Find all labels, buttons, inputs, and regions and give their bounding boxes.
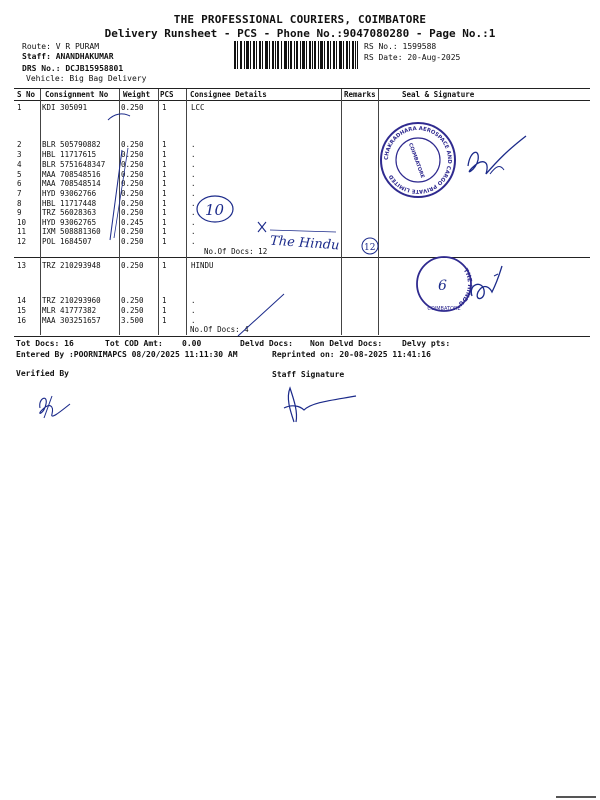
staff-signature-label: Staff Signature [272, 370, 345, 379]
tick-marks [100, 110, 170, 250]
row-sno: 3 [17, 150, 22, 159]
svg-text:CHAKRADHARA AEROSPACE AND CARG: CHAKRADHARA AEROSPACE AND CARGO PRIVATE LIMITED [383, 125, 453, 195]
row-sno: 14 [17, 296, 27, 305]
non-delivered-docs-label: Non Delvd Docs: [310, 339, 383, 348]
row-weight: 0.245 [121, 218, 144, 227]
runsheet-subtitle: Delivery Runsheet - PCS - Phone No.:9047080280 - Page No.:1 [104, 27, 496, 40]
row-consignment: MAA 708548514 [42, 179, 101, 188]
vehicle-label: Vehicle: Big Bag Delivery [26, 74, 147, 83]
row-weight: 0.250 [121, 199, 144, 208]
col-header-sno: S No [17, 90, 36, 99]
col-header-seal: Seal & Signature [402, 90, 475, 99]
row-consignee: . [191, 218, 196, 227]
col-divider [341, 89, 342, 335]
row-pcs: 1 [162, 227, 167, 236]
row-consignee: . [191, 227, 196, 236]
row-pcs: 1 [162, 316, 167, 325]
row-consignment: POL 1684507 [42, 237, 92, 246]
entered-by: Entered By :POORNIMAPCS 08/20/2025 11:11:30 AM [16, 350, 238, 359]
barcode-image [234, 41, 358, 69]
row-pcs: 1 [162, 296, 167, 305]
row-weight: 0.250 [121, 189, 144, 198]
staff-label: Staff: ANANDHAKUMAR [22, 52, 114, 61]
row-consignment: MLR 41777382 [42, 306, 97, 315]
row-sno: 12 [17, 237, 27, 246]
row-weight: 0.250 [121, 170, 144, 179]
row-consignment: HYD 93062766 [42, 189, 97, 198]
verified-by-signature [32, 388, 80, 424]
row-sno: 13 [17, 261, 27, 270]
drs-number: DRS No.: DCJB15958801 [22, 64, 124, 73]
row-sno: 4 [17, 160, 22, 169]
row-consignee: . [191, 306, 196, 315]
row-sno: 9 [17, 208, 22, 217]
group-doc-count: No.Of Docs: 4 [190, 325, 249, 334]
row-weight: 3.500 [121, 316, 144, 325]
rs-date: RS Date: 20-Aug-2025 [364, 53, 461, 62]
company-seal-stamp [378, 120, 458, 200]
row-consignment: KDI 305091 [42, 103, 88, 112]
rs-number: RS No.: 1599588 [364, 42, 437, 51]
row-consignment: HBL 11717448 [42, 199, 97, 208]
row-pcs: 1 [162, 218, 167, 227]
col-header-pcs: PCS [160, 90, 174, 99]
delivery-points-label: Delvy pts: [402, 339, 451, 348]
col-header-consignee: Consignee Details [190, 90, 267, 99]
row-pcs: 1 [162, 237, 167, 246]
receiver-signature-2 [462, 262, 522, 310]
row-consignment: TRZ 210293948 [42, 261, 101, 270]
row-weight: 0.250 [121, 227, 144, 236]
row-consignee: . [191, 170, 196, 179]
row-consignee: . [191, 189, 196, 198]
row-consignee: . [191, 237, 196, 246]
row-pcs: 1 [162, 261, 167, 270]
row-sno: 2 [17, 140, 22, 149]
handwritten-count-10 [193, 192, 237, 226]
row-consignee: . [191, 150, 196, 159]
row-pcs: 1 [162, 160, 167, 169]
route-label: Route: V R PURAM [22, 42, 100, 51]
row-consignment: MAA 708548516 [42, 170, 101, 179]
row-consignee: . [191, 199, 196, 208]
row-consignee: . [191, 296, 196, 305]
table-bottom-rule [14, 336, 590, 337]
row-pcs: 1 [162, 179, 167, 188]
row-consignment: MAA 303251657 [42, 316, 101, 325]
svg-text:COIMBATORE: COIMBATORE [406, 142, 426, 180]
row-consignment: HYD 93062765 [42, 218, 97, 227]
row-consignment: TRZ 56028363 [42, 208, 97, 217]
row-weight: 0.250 [121, 306, 144, 315]
row-consignee: LCC [191, 103, 205, 112]
row-weight: 0.250 [121, 140, 144, 149]
row-weight: 0.250 [121, 261, 144, 270]
col-header-remarks: Remarks [344, 90, 376, 99]
col-divider [40, 89, 41, 335]
row-consignee: . [191, 179, 196, 188]
total-cod-label: Tot COD Amt: [105, 339, 163, 348]
row-sno: 7 [17, 189, 22, 198]
row-sno: 6 [17, 179, 22, 188]
row-pcs: 1 [162, 189, 167, 198]
row-consignment: HBL 11717615 [42, 150, 97, 159]
scan-edge-mark [556, 794, 596, 800]
row-weight: 0.250 [121, 237, 144, 246]
total-cod-value: 0.00 [182, 339, 202, 348]
handwritten-count-12 [360, 236, 380, 256]
row-pcs: 1 [162, 306, 167, 315]
group-doc-count: No.Of Docs: 12 [204, 247, 268, 256]
handwritten-the-hindu: The Hindu [269, 233, 340, 254]
row-sno: 1 [17, 103, 22, 112]
delivered-docs-label: Delvd Docs: [240, 339, 293, 348]
table-header-rule [14, 100, 590, 101]
row-consignee: . [191, 140, 196, 149]
row-weight: 0.250 [121, 150, 144, 159]
row-weight: 0.250 [121, 160, 144, 169]
row-weight: 0.250 [121, 208, 144, 217]
row-consignment: BLR 505790882 [42, 140, 101, 149]
row-consignee: . [191, 208, 196, 217]
receiver-signature-1 [450, 130, 540, 190]
row-pcs: 1 [162, 103, 167, 112]
row-weight: 0.250 [121, 103, 144, 112]
col-divider [186, 89, 187, 335]
row-consignee: . [191, 160, 196, 169]
row-consignment: IXM 508881360 [42, 227, 101, 236]
company-title: THE PROFESSIONAL COURIERS, COIMBATORE [173, 13, 427, 26]
verified-by-label: Verified By [16, 369, 69, 378]
reprinted-on: Reprinted on: 20-08-2025 11:41:16 [272, 350, 431, 359]
row-sno: 5 [17, 170, 22, 179]
row-consignment: BLR 5751648347 [42, 160, 106, 169]
row-pcs: 1 [162, 150, 167, 159]
svg-text:12: 12 [364, 243, 376, 253]
row-pcs: 1 [162, 140, 167, 149]
row-pcs: 1 [162, 199, 167, 208]
col-header-weight: Weight [123, 90, 151, 99]
row-pcs: 1 [162, 170, 167, 179]
row-weight: 0.250 [121, 296, 144, 305]
row-sno: 15 [17, 306, 27, 315]
row-pcs: 1 [162, 208, 167, 217]
svg-text:THE HINDU: THE HINDU [456, 267, 474, 308]
slash-mark [230, 290, 290, 340]
table-top-rule [14, 88, 590, 89]
row-sno: 8 [17, 199, 22, 208]
total-docs: Tot Docs: 16 [16, 339, 74, 348]
row-sno: 11 [17, 227, 27, 236]
staff-signature-mark [278, 382, 362, 428]
row-consignee: HINDU [191, 261, 214, 270]
handwritten-count-6: 6 [438, 278, 447, 294]
row-weight: 0.250 [121, 179, 144, 188]
row-sno: 10 [17, 218, 27, 227]
row-consignee: . [191, 316, 196, 325]
svg-text:COIMBATORE: COIMBATORE [427, 306, 461, 312]
col-header-consignment: Consignment No [45, 90, 109, 99]
group-divider-rule [14, 257, 590, 258]
count-10-text: 10 [205, 201, 225, 219]
row-sno: 16 [17, 316, 27, 325]
row-consignment: TRZ 210293960 [42, 296, 101, 305]
